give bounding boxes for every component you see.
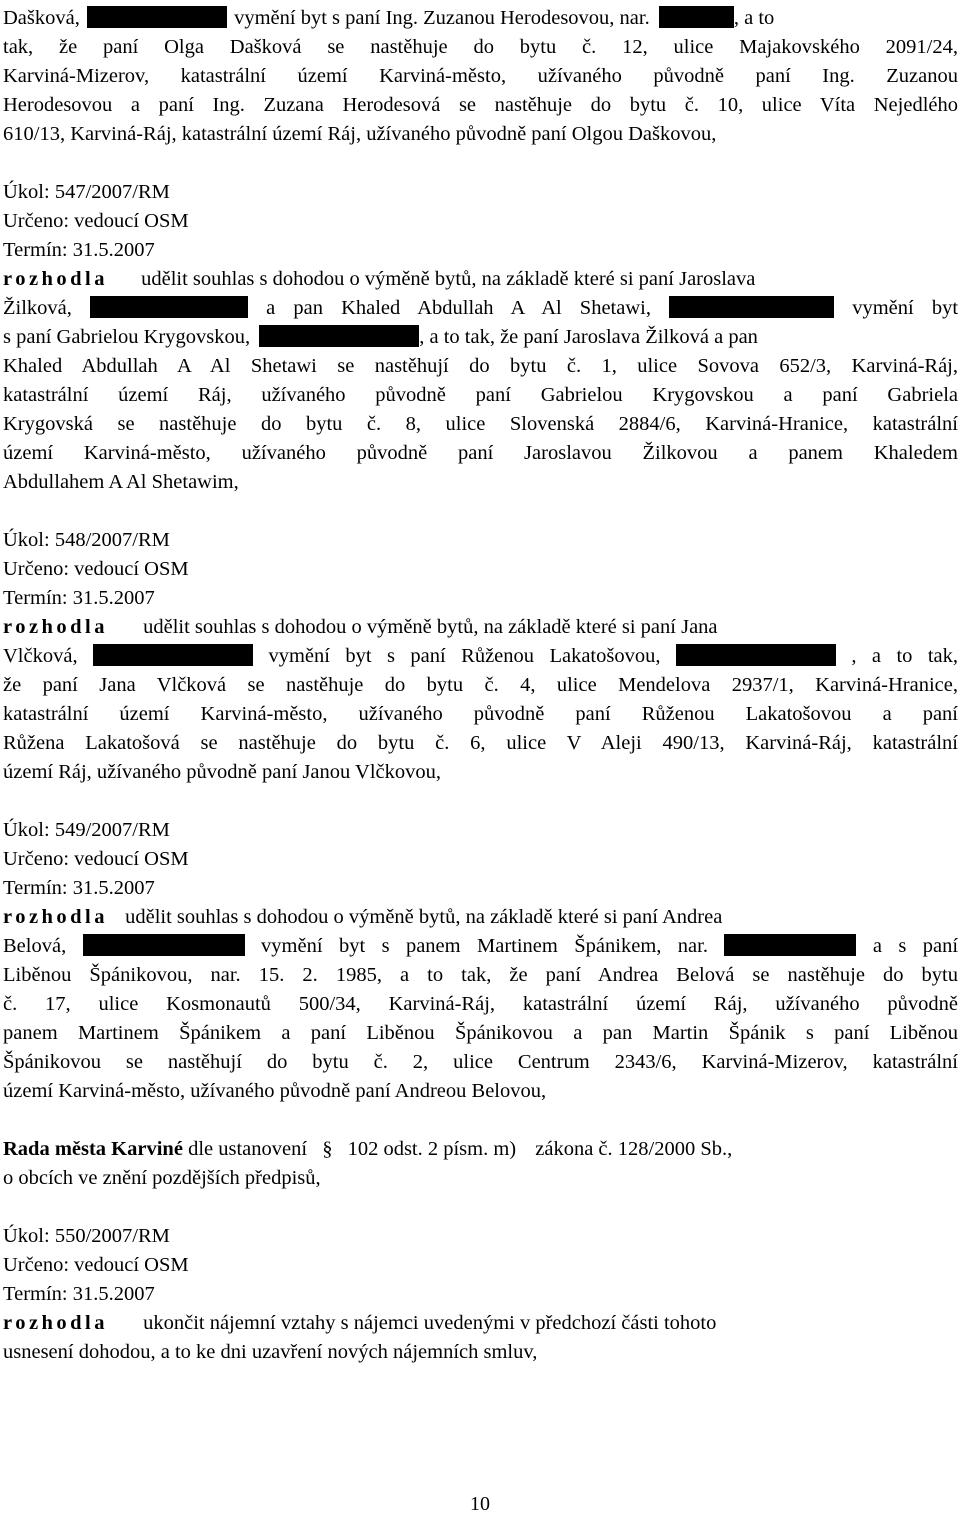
paragraph-line: panem Martinem Špánikem a paní Liběnou Špánikovou a pan Martin Špánik s paní Liběnou bbox=[3, 1022, 958, 1044]
paragraph-line: Herodesovou a paní Ing. Zuzana Herodesová se nastěhuje do bytu č. 10, ulice Víta Nejedlého bbox=[3, 94, 958, 116]
paragraph-line: tak, že paní Olga Dašková se nastěhuje do bytu č. 12, ulice Majakovského 2091/24, bbox=[3, 36, 958, 58]
paragraph-line: Růžena Lakatošová se nastěhuje do bytu č. 6, ulice V Aleji 490/13, Karviná-Ráj, katastrální bbox=[3, 732, 958, 754]
paragraph-line: Krygovská se nastěhuje do bytu č. 8, ulice Slovenská 2884/6, Karviná-Hranice, katastrální bbox=[3, 413, 958, 435]
paragraph-line: Vlčková, vymění byt s paní Růženou Lakatošovou, , a to tak, bbox=[3, 645, 959, 667]
page-number: 10 bbox=[470, 1493, 490, 1515]
paragraph-line: Dašková, vymění byt s paní Ing. Zuzanou Herodesovou, nar. , a to bbox=[3, 7, 775, 29]
paragraph-line: č. 17, ulice Kosmonautů 500/34, Karviná-Ráj, katastrální území Ráj, užívaného původně bbox=[3, 993, 958, 1015]
task-deadline: Termín: 31.5.2007 bbox=[3, 587, 155, 609]
task-deadline: Termín: 31.5.2007 bbox=[3, 1283, 155, 1305]
task-assignee: Určeno: vedoucí OSM bbox=[3, 210, 189, 232]
paragraph-line: 610/13, Karviná-Ráj, katastrální území Ráj, užívaného původně paní Olgou Daškovou, bbox=[3, 123, 717, 145]
redaction-block bbox=[93, 644, 253, 666]
task-number: Úkol: 547/2007/RM bbox=[3, 181, 170, 203]
resolution-line: rozhodla udělit souhlas s dohodou o výměně bytů, na základě které si paní Andrea bbox=[3, 906, 723, 928]
resolution-line: rozhodla udělit souhlas s dohodou o výměně bytů, na základě které si paní Jana bbox=[3, 616, 718, 638]
resolution-line: rozhodla ukončit nájemní vztahy s nájemci uvedenými v předchozí části tohoto bbox=[3, 1312, 717, 1334]
task-number: Úkol: 549/2007/RM bbox=[3, 819, 170, 841]
redaction-block bbox=[676, 644, 836, 666]
paragraph-line: katastrální území Ráj, užívaného původně paní Gabrielou Krygovskou a paní Gabriela bbox=[3, 384, 958, 406]
redaction-block bbox=[259, 325, 419, 347]
paragraph-line: katastrální území Karviná-město, užívaného původně paní Růženou Lakatošovou a paní bbox=[3, 703, 958, 725]
paragraph-line: Karviná-Mizerov, katastrální území Karviná-město, užívaného původně paní Ing. Zuzanou bbox=[3, 65, 958, 87]
paragraph-line: usnesení dohodou, a to ke dni uzavření nových nájemních smluv, bbox=[3, 1341, 538, 1363]
redaction-block bbox=[669, 296, 834, 318]
task-assignee: Určeno: vedoucí OSM bbox=[3, 848, 189, 870]
resolution-line: rozhodla udělit souhlas s dohodou o výměně bytů, na základě které si paní Jaroslava bbox=[3, 268, 756, 290]
task-assignee: Určeno: vedoucí OSM bbox=[3, 558, 189, 580]
resolution-keyword: rozhodla bbox=[3, 268, 108, 290]
paragraph-line: Khaled Abdullah A Al Shetawi se nastěhují do bytu č. 1, ulice Sovova 652/3, Karviná-Ráj, bbox=[3, 355, 958, 377]
redaction-block bbox=[659, 6, 734, 28]
paragraph-line: území Ráj, užívaného původně paní Janou Vlčkovou, bbox=[3, 761, 441, 783]
redaction-block bbox=[83, 934, 245, 956]
resolution-keyword: rozhodla bbox=[3, 906, 108, 928]
task-deadline: Termín: 31.5.2007 bbox=[3, 877, 155, 899]
paragraph-line: že paní Jana Vlčková se nastěhuje do bytu č. 4, ulice Mendelova 2937/1, Karviná-Hranice, bbox=[3, 674, 958, 696]
paragraph-line: území Karviná-město, užívaného původně paní Andreou Belovou, bbox=[3, 1080, 547, 1102]
paragraph-line: území Karviná-město, užívaného původně paní Jaroslavou Žilkovou a panem Khaledem bbox=[3, 442, 958, 464]
paragraph-line: Belová, vymění byt s panem Martinem Špánikem, nar. a s paní bbox=[3, 935, 959, 957]
paragraph-line: s paní Gabrielou Krygovskou, , a to tak, že paní Jaroslava Žilková a pan bbox=[3, 326, 758, 348]
paragraph-line: o obcích ve znění pozdějších předpisů, bbox=[3, 1167, 321, 1189]
task-assignee: Určeno: vedoucí OSM bbox=[3, 1254, 189, 1276]
paragraph-line: Abdullahem A Al Shetawim, bbox=[3, 471, 239, 493]
council-statement: Rada města Karviné dle ustanovení § 102 odst. 2 písm. m) zákona č. 128/2000 Sb., bbox=[3, 1135, 958, 1164]
redaction-block bbox=[90, 296, 248, 318]
task-number: Úkol: 548/2007/RM bbox=[3, 529, 170, 551]
paragraph-line: Liběnou Špánikovou, nar. 15. 2. 1985, a to tak, že paní Andrea Belová se nastěhuje do bytu bbox=[3, 964, 958, 986]
paragraph-line: Špánikovou se nastěhují do bytu č. 2, ulice Centrum 2343/6, Karviná-Mizerov, katastrální bbox=[3, 1051, 958, 1073]
resolution-keyword: rozhodla bbox=[3, 1312, 108, 1334]
section-sign: § bbox=[322, 1138, 333, 1160]
council-name: Rada města Karviné bbox=[3, 1138, 183, 1160]
redaction-block bbox=[724, 934, 856, 956]
task-number: Úkol: 550/2007/RM bbox=[3, 1225, 170, 1247]
resolution-keyword: rozhodla bbox=[3, 616, 108, 638]
paragraph-line: Žilková, a pan Khaled Abdullah A Al Shetawi, vymění byt bbox=[3, 297, 959, 319]
redaction-block bbox=[87, 6, 227, 28]
task-deadline: Termín: 31.5.2007 bbox=[3, 239, 155, 261]
